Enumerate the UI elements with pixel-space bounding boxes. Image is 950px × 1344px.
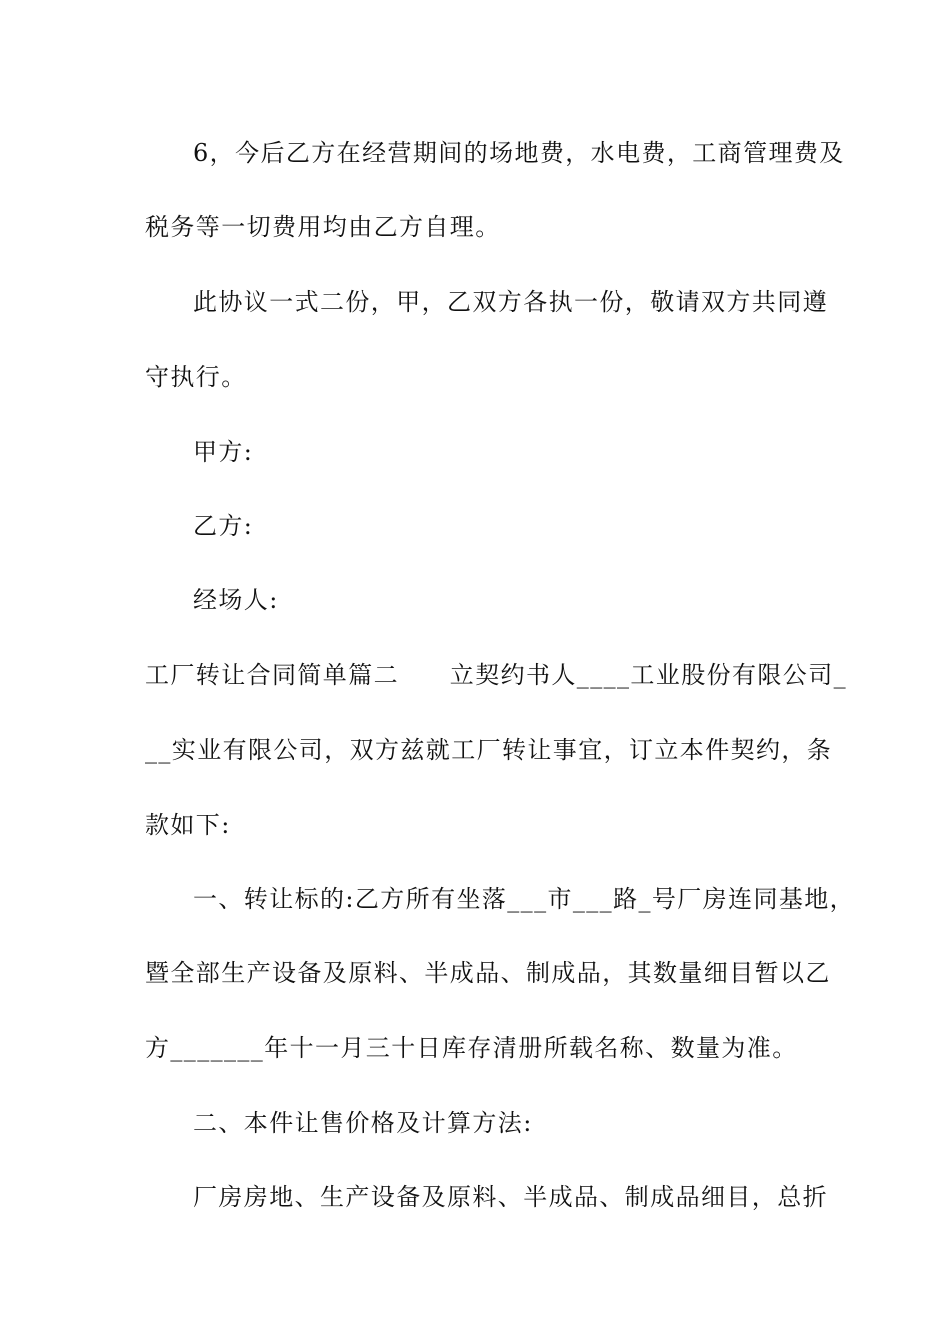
paragraph-line: 二、本件让售价格及计算方法:: [193, 1109, 533, 1137]
section-heading-line: 工厂转让合同简单篇二 立契约书人____工业股份有限公司_: [145, 661, 847, 689]
signature-label-party-b: 乙方:: [193, 512, 254, 540]
signature-label-party-a: 甲方:: [193, 438, 254, 466]
paragraph-line: 暨全部生产设备及原料、半成品、制成品，其数量细目暂以乙: [145, 959, 831, 987]
paragraph-line: 方_______年十一月三十日库存清册所载名称、数量为准。: [145, 1034, 798, 1062]
paragraph-line: 税务等一切费用均由乙方自理。: [145, 213, 501, 241]
signature-label-witness: 经场人:: [193, 586, 279, 614]
paragraph-line: 守执行。: [145, 363, 247, 391]
paragraph-line: __实业有限公司，双方兹就工厂转让事宜，订立本件契约，条: [145, 736, 833, 764]
paragraph-line: 6，今后乙方在经营期间的场地费，水电费，工商管理费及: [193, 139, 845, 167]
paragraph-line: 此协议一式二份，甲，乙双方各执一份，敬请双方共同遵: [193, 288, 828, 316]
paragraph-line: 一、转让标的:乙方所有坐落___市___路_号厂房连同基地，: [193, 885, 856, 913]
paragraph-line: 款如下:: [145, 811, 231, 839]
paragraph-line: 厂房房地、生产设备及原料、半成品、制成品细目，总折: [193, 1183, 828, 1211]
